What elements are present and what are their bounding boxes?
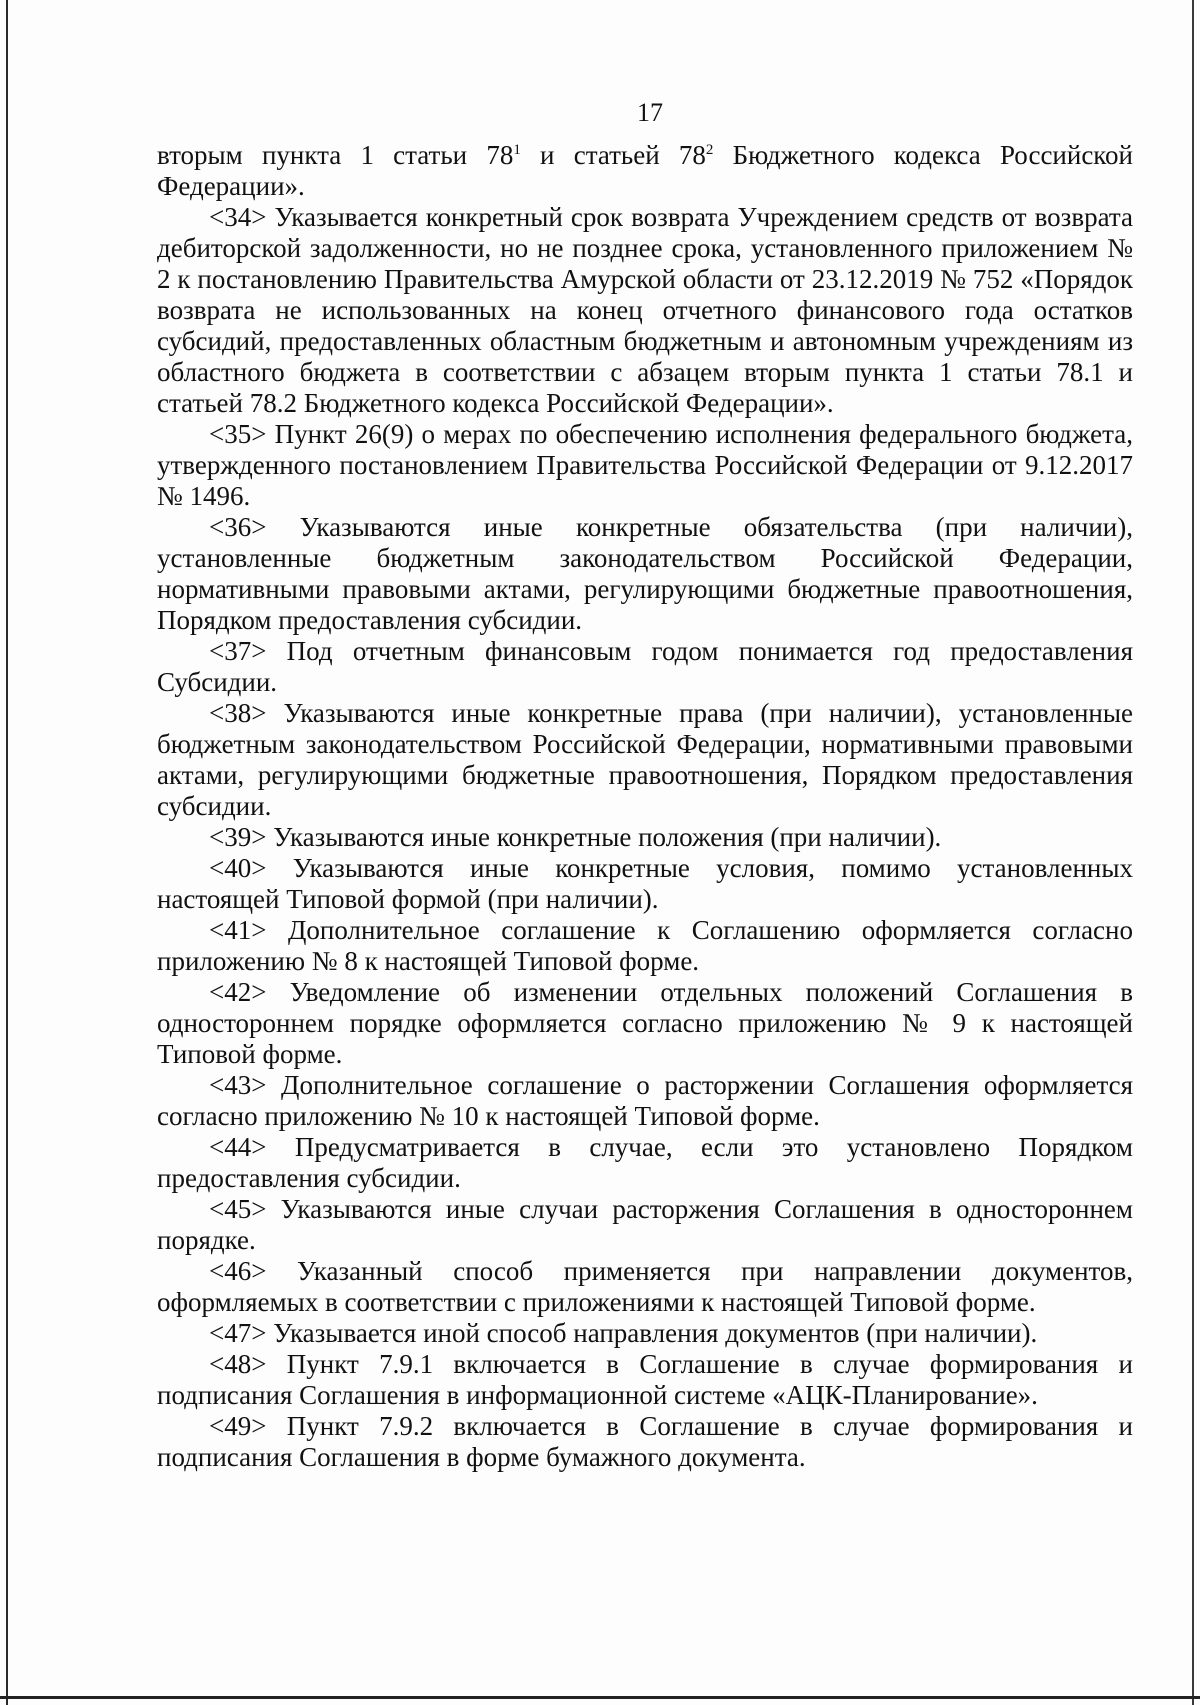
footnote-38: <38> Указываются иные конкретные права (при наличии), установленные бюджетным законодательством Российской Федерации, нормативными правовыми актами, регулирующими бюджетные правоотношения, Порядком предоставления субсидии.	[157, 698, 1133, 821]
footnote-41: <41> Дополнительное соглашение к Соглашению оформляется согласно приложению № 8 к настоящей Типовой форме.	[157, 915, 1133, 976]
footnote-37: <37> Под отчетным финансовым годом понимается год предоставления Субсидии.	[157, 636, 1133, 697]
footnote-36: <36> Указываются иные конкретные обязательства (при наличии), установленные бюджетным законодательством Российской Федерации, нормативными правовыми актами, регулирующими бюджетные правоотношения, Порядком предоставления субсидии.	[157, 512, 1133, 635]
footnote-48: <48> Пункт 7.9.1 включается в Соглашение в случае формирования и подписания Соглашения в информационной системе «АЦК-Планирование».	[157, 1349, 1133, 1410]
continuation-text-3: Бюджетного кодекса Российской Федерации».	[157, 140, 1134, 201]
superscript-1: 1	[513, 142, 521, 158]
footnote-35: <35> Пункт 26(9) о мерах по обеспечению исполнения федерального бюджета, утвержденного постановлением Правительства Российской Федерации от 9.12.2017 № 1496.	[157, 419, 1133, 511]
continuation-text-1: вторым пункта 1 статьи 78	[157, 140, 514, 170]
footnote-43: <43> Дополнительное соглашение о расторжении Соглашения оформляется согласно приложению № 10 к настоящей Типовой форме.	[157, 1070, 1133, 1131]
scan-edge-left	[6, 0, 8, 1705]
footnote-47: <47> Указывается иной способ направления документов (при наличии).	[209, 1318, 1038, 1348]
footnote-45: <45> Указываются иные случаи расторжения Соглашения в одностороннем порядке.	[157, 1194, 1133, 1255]
page-number: 17	[637, 98, 663, 127]
superscript-2: 2	[705, 142, 714, 158]
footnote-49: <49> Пункт 7.9.2 включается в Соглашение в случае формирования и подписания Соглашения в форме бумажного документа.	[157, 1411, 1133, 1472]
footnote-46: <46> Указанный способ применяется при направлении документов, оформляемых в соответствии с приложениями к настоящей Типовой форме.	[157, 1256, 1133, 1317]
scan-edge-right	[1192, 0, 1194, 1705]
continuation-text-2: и статьей 78	[520, 140, 706, 170]
footnote-39: <39> Указываются иные конкретные положения (при наличии).	[209, 822, 942, 852]
footnote-42: <42> Уведомление об изменении отдельных положений Соглашения в одностороннем порядке оформляется согласно приложению № 9 к настоящей Типовой форме.	[157, 977, 1133, 1069]
footnote-44: <44> Предусматривается в случае, если это установлено Порядком предоставления субсидии.	[157, 1132, 1133, 1193]
scan-edge-bottom	[0, 1696, 1200, 1699]
footnote-34: <34> Указывается конкретный срок возврата Учреждением средств от возврата дебиторской задолженности, но не позднее срока, установленного приложением № 2 к постановлению Правительства Амурской области от 23.12.2019 № 752 «Порядок возврата не использованных на конец отчетного финансового года остатков субсидий, предоставленных областным бюджетным и автономным учреждениям из областного бюджета в соответствии с абзацем вторым пункта 1 статьи 78.1 и статьей 78.2 Бюджетного кодекса Российской Федерации».	[157, 202, 1133, 418]
continuation-paragraph	[157, 140, 1133, 202]
footnote-40: <40> Указываются иные конкретные условия, помимо установленных настоящей Типовой формой (при наличии).	[157, 853, 1133, 914]
footnotes-body	[157, 140, 1133, 1473]
